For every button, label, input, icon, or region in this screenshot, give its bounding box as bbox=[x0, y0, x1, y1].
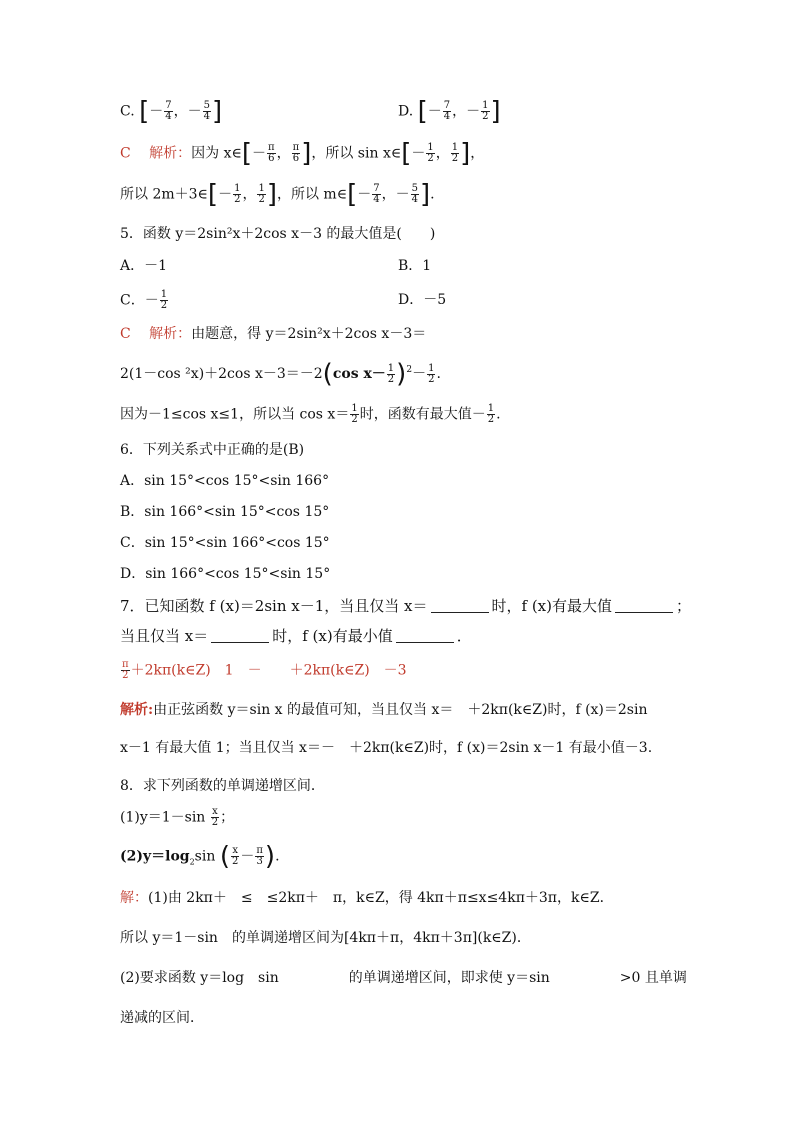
q8-solution-line1: 解：(1)由 2kπ＋ ≤ ≤2kπ＋ π，k∈Z，得 4kπ＋π≤x≤4kπ＋3π，k∈Z． bbox=[120, 890, 614, 906]
q5-option-a: A．－1 bbox=[120, 258, 168, 274]
q7-analysis-line2: x－1 有最大值 1；当且仅当 x＝－ ＋2kπ(k∈Z)时，f (x)＝2sin x－1 有最小值－3. bbox=[120, 740, 653, 756]
q8-part2: $(2)y=\log_2\sin$ ( $\frac{x}{2}$ － $\frac{\pi}{3}$ ). bbox=[120, 841, 280, 872]
q8-solution-line3: (2)要求函数 y＝log sin 的单调递增区间，即求使 y＝sin >0 且单调 bbox=[120, 970, 687, 986]
q5-question: 5．函数 y＝2sin²x＋2cos x－3 的最大值是( ) bbox=[120, 226, 436, 242]
q8-question: 8．求下列函数的单调递增区间． bbox=[120, 778, 325, 794]
q4-option-d: D. [－ $\frac{7}{4}$ ，－ $\frac{1}{2}$ ] bbox=[398, 96, 501, 127]
q6-option-a: A．sin 15°<cos 15°<sin 166° bbox=[120, 473, 330, 489]
q4-option-c: C. [－ $\frac{7}{4}$ ，－ $\frac{5}{4}$ ] bbox=[120, 96, 223, 127]
q6-option-b: B．sin 166°<sin 15°<cos 15° bbox=[120, 504, 330, 520]
q5-analysis-line1: C 解析：由题意，得 y＝2sin²x＋2cos x－3＝ bbox=[120, 326, 427, 342]
q7-question-line2: 当且仅当 x＝ 时，f (x)有最小值 ． bbox=[120, 627, 472, 645]
q5-option-d: D．－5 bbox=[398, 292, 447, 308]
q8-solution-line2: 所以 y＝1－sin 的单调递增区间为[4kπ＋π，4kπ＋3π](k∈Z)． bbox=[120, 930, 531, 946]
q5-option-c: C．－ $\frac{1}{2}$ bbox=[120, 289, 168, 311]
q4-analysis-line2: 所以 2m＋3∈[－ $\frac{1}{2}$ ， $\frac{1}{2}$ ]，所以 m∈[－ $\frac{7}{4}$ ，－ $\frac{5}{4}$ ]. bbox=[120, 179, 435, 210]
q7-question-line1: 7．已知函数 f (x)＝2sin x－1，当且仅当 x＝ 时，f (x)有最大值 ； bbox=[120, 597, 691, 615]
q4-analysis-line1: C 解析：因为 x∈[－ $\frac{\pi}{6}$ ， $\frac{\pi}{6}$ ]，所以 sin x∈[－ $\frac{1}{2}$ ， $\frac{1}{2}$ ]， bbox=[120, 138, 485, 169]
q5-analysis-line3: 因为－1≤cos x≤1，所以当 cos x＝ $\frac{1}{2}$ 时，函数有最大值－ $\frac{1}{2}$ . bbox=[120, 403, 501, 425]
q8-part1: (1)y＝1－sin $\frac{x}{2}$ ； bbox=[120, 806, 235, 828]
blank-1 bbox=[431, 598, 489, 613]
blank-3 bbox=[211, 628, 269, 643]
blank-2 bbox=[615, 598, 673, 613]
q6-option-d: D．sin 166°<cos 15°<sin 15° bbox=[120, 566, 331, 582]
q7-answer: $\frac{\pi}{2}$ ＋2kπ(k∈Z) 1 － ＋2kπ(k∈Z) －3 bbox=[122, 659, 407, 681]
blank-4 bbox=[396, 628, 454, 643]
q6-question: 6．下列关系式中正确的是(B) bbox=[120, 442, 305, 458]
q8-solution-line4: 递减的区间． bbox=[120, 1010, 204, 1026]
q5-analysis-line2: 2(1－cos ²x)＋2cos x－3＝－2(cos x－ $\frac{1}{2}$ )$^2$－ $\frac{1}{2}$ . bbox=[120, 359, 441, 389]
q6-option-c: C．sin 15°<sin 166°<cos 15° bbox=[120, 535, 330, 551]
q7-analysis-line1: 解析:由正弦函数 y＝sin x 的最值可知，当且仅当 x＝ ＋2kπ(k∈Z)时，f (x)＝2sin bbox=[120, 702, 648, 718]
q5-option-b: B．1 bbox=[398, 258, 432, 274]
